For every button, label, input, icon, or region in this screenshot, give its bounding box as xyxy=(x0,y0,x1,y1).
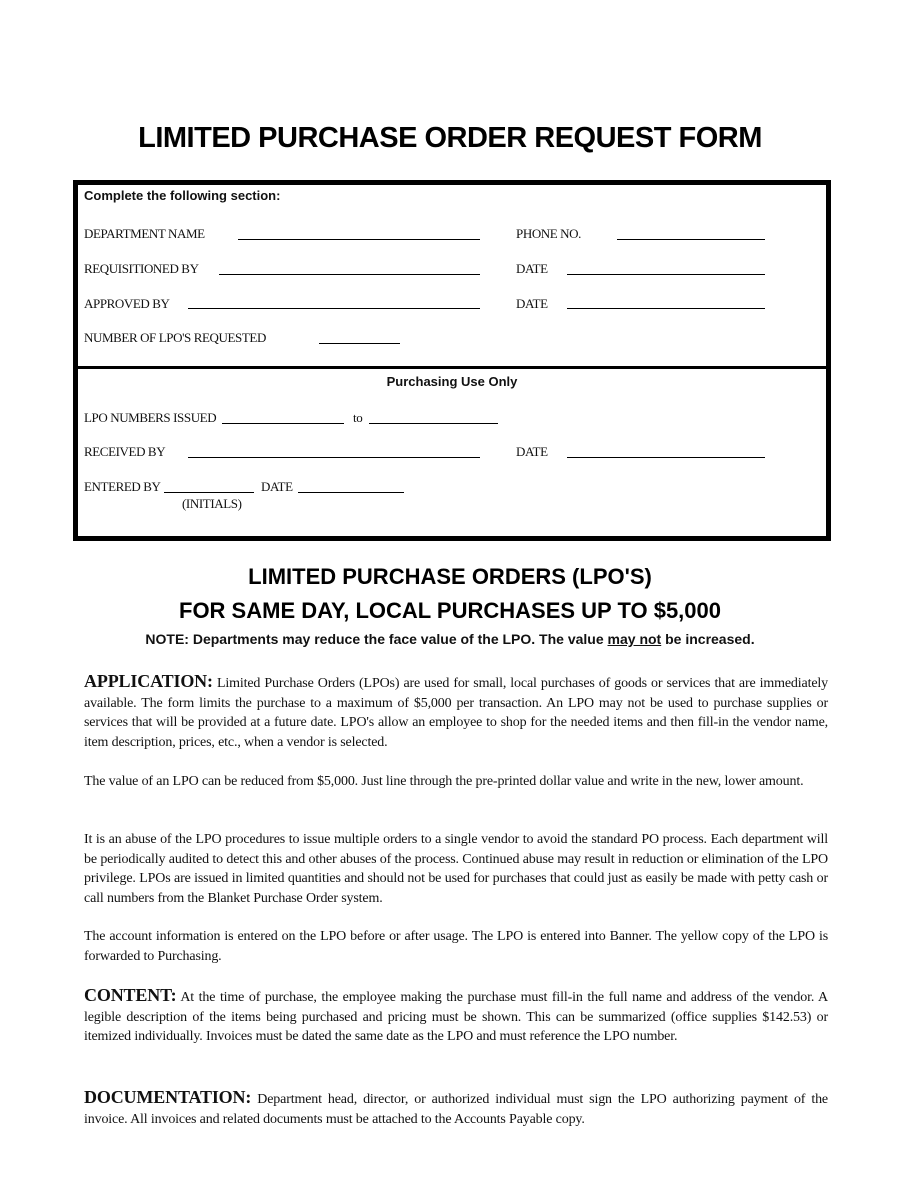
documentation-paragraph: DOCUMENTATION: Department head, director, or authorized individual must sign the LPO authorizing payment of the invoice. All invoices and related documents must be attached to the Accounts Payable copy. xyxy=(84,1087,828,1127)
initials-label: (INITIALS) xyxy=(182,496,242,511)
value-paragraph: The value of an LPO can be reduced from $5,000. Just line through the pre-printed dollar value and write in the new, lower amount. xyxy=(84,774,804,789)
requisitioned-by-label: REQUISITIONED BY xyxy=(84,261,199,276)
department-name-label: DEPARTMENT NAME xyxy=(84,226,205,241)
entered-by-field[interactable] xyxy=(164,492,254,493)
date-label-1: DATE xyxy=(516,261,548,276)
application-heading: APPLICATION: xyxy=(84,671,213,691)
entered-by-label: ENTERED BY xyxy=(84,479,161,494)
section1-heading: Complete the following section: xyxy=(84,188,281,203)
date-label-4: DATE xyxy=(261,479,293,494)
note-text: NOTE: Departments may reduce the face value of the LPO. The value may not be increased. xyxy=(145,631,755,647)
date-field-2[interactable] xyxy=(567,308,765,309)
content-heading: CONTENT: xyxy=(84,985,177,1005)
form-title: LIMITED PURCHASE ORDER REQUEST FORM xyxy=(138,122,762,154)
date-field-4[interactable] xyxy=(298,492,404,493)
date-label-3: DATE xyxy=(516,444,548,459)
approved-by-label: APPROVED BY xyxy=(84,296,170,311)
approved-by-field[interactable] xyxy=(188,308,480,309)
section-divider xyxy=(73,366,831,369)
account-paragraph: The account information is entered on the LPO before or after usage. The LPO is entered into Banner. The yellow copy of the LPO is forwarded to Purchasing. xyxy=(84,929,828,964)
lpo-numbers-to-field[interactable] xyxy=(369,423,498,424)
department-name-field[interactable] xyxy=(238,239,480,240)
requisitioned-by-field[interactable] xyxy=(219,274,480,275)
phone-no-label: PHONE NO. xyxy=(516,226,582,241)
number-of-lpos-label: NUMBER OF LPO'S REQUESTED xyxy=(84,330,266,345)
phone-no-field[interactable] xyxy=(617,239,765,240)
abuse-paragraph: It is an abuse of the LPO procedures to issue multiple orders to a single vendor to avoid the standard PO process. Each department will be periodically audited to detect this and other abuses of the process. Continued abuse may result in reduction or elimination of the LPO privilege. LPOs are issued in limited quantities and should not be used for purchases that could just as easily be made with petty cash or call numbers from the Blanket Purchase Order system. xyxy=(84,832,828,906)
application-paragraph: APPLICATION: Limited Purchase Orders (LPOs) are used for small, local purchases of goods or services that are immediately available. The form limits the purchase to a maximum of $5,000 per transaction. An LPO may not be used to purchase supplies or services that will be provided at a future date. LPO's allow an employee to shop for the needed items and then fill-in the vendor name, item description, prices, etc., when a vendor is selected. xyxy=(84,671,828,750)
content-paragraph: CONTENT: At the time of purchase, the employee making the purchase must fill-in the full name and address of the vendor. A legible description of the items being purchased and pricing must be shown. This can be summarized (office supplies $142.53) or itemized individually. Invoices must be dated the same date as the LPO and must reference the LPO number. xyxy=(84,985,828,1045)
received-by-field[interactable] xyxy=(188,457,480,458)
lpo-numbers-from-field[interactable] xyxy=(222,423,344,424)
date-field-3[interactable] xyxy=(567,457,765,458)
section2-heading: Purchasing Use Only xyxy=(386,374,518,389)
lpo-heading: LIMITED PURCHASE ORDERS (LPO'S) xyxy=(248,564,652,589)
note-emphasis: may not xyxy=(607,631,662,647)
lpo-numbers-issued-label: LPO NUMBERS ISSUED xyxy=(84,410,217,425)
lpo-subheading: FOR SAME DAY, LOCAL PURCHASES UP TO $5,000 xyxy=(179,598,721,623)
to-label: to xyxy=(353,410,363,425)
date-field-1[interactable] xyxy=(567,274,765,275)
date-label-2: DATE xyxy=(516,296,548,311)
number-of-lpos-field[interactable] xyxy=(319,343,400,344)
received-by-label: RECEIVED BY xyxy=(84,444,166,459)
documentation-heading: DOCUMENTATION: xyxy=(84,1087,252,1107)
